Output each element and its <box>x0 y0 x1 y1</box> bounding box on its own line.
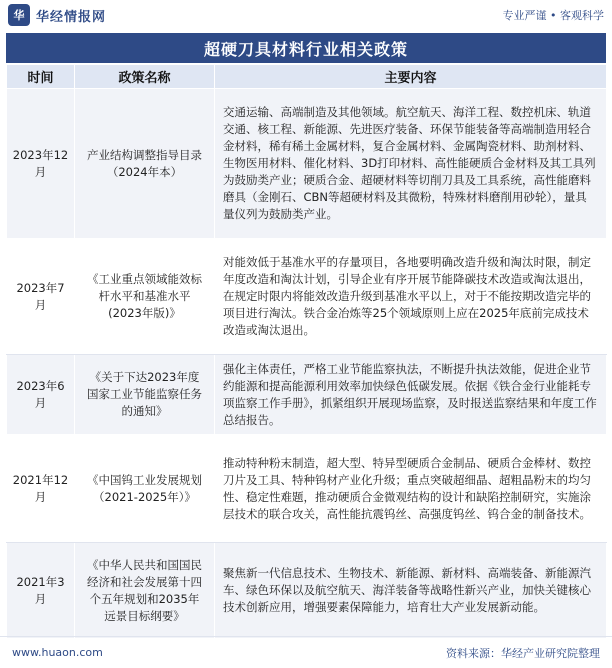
cell-policy-name: 产业结构调整指导目录（2024年本） <box>75 89 215 239</box>
cell-time: 2021年12月 <box>7 435 75 543</box>
footer <box>0 636 612 668</box>
table-row <box>7 89 607 239</box>
cell-main-content: 强化主体责任，严格工业节能监察执法，不断提升执法效能，促进企业节约能源和提高能源利用效率加快绿色低碳发展。依据《铁合金行业能耗专项监察工作手册》，抓紧组织开展现场监察，及时报送监察结果和年度工作总结报告。 <box>215 355 607 435</box>
cell-main-content: 推动特种粉末制造，超大型、特异型硬质合金制品、硬质合金棒材、数控刀片及工具、特种钨材产业化升级；重点突破超细晶、超粗晶粉末的均匀性、稳定性难题，推动硬质合金微观结构的设计和缺陷控制研究，实施涂层技术的联合攻关，高性能抗震钨丝、高强度钨丝、钨合金的制备技术。 <box>215 435 607 543</box>
cell-time: 2023年6月 <box>7 355 75 435</box>
cell-policy-name: 《中华人民共和国国民经济和社会发展第十四个五年规划和2035年远景目标纲要》 <box>75 543 215 639</box>
column-header-main-content: 主要内容 <box>215 65 607 89</box>
cell-time: 2021年3月 <box>7 543 75 639</box>
cell-policy-name: 《中国钨工业发展规划（2021-2025年）》 <box>75 435 215 543</box>
table-header-row <box>7 65 607 89</box>
column-header-time: 时间 <box>7 65 75 89</box>
cell-main-content: 交通运输、高端制造及其他领域。航空航天、海洋工程、数控机床、轨道交通、核工程、新能源、先进医疗装备、环保节能装备等高端制造用轻合金材料，稀有稀土金属材料，复合金属材料、金属陶瓷材料、助剂材料、生物医用材料、催化材料、3D打印材料、高性能硬质合金材料及其工具列为鼓励类产业；硬质合金、超硬材料等切削刀具及工具系统，高性能磨料磨具（金刚石、CBN等超硬材料及其微粉，特殊材料磨削用砂轮），量具量仪列为鼓励类产业。 <box>215 89 607 239</box>
cell-main-content: 聚焦新一代信息技术、生物技术、新能源、新材料、高端装备、新能源汽车、绿色环保以及航空航天、海洋装备等战略性新兴产业，加快关键核心技术创新应用，增强要素保障能力，培育壮大产业发展新动能。 <box>215 543 607 639</box>
top-bar <box>0 0 612 30</box>
slogan: 专业严谨 • 客观科学 <box>502 9 604 22</box>
cell-policy-name: 《工业重点领域能效标杆水平和基准水平(2023年版)》 <box>75 239 215 355</box>
table-row <box>7 543 607 639</box>
brand-name: 华经情报网 <box>36 9 107 25</box>
cell-time: 2023年7月 <box>7 239 75 355</box>
brand-logo-icon: 华 <box>8 4 30 26</box>
cell-main-content: 对能效低于基准水平的存量项目，各地要明确改造升级和淘汰时限，制定年度改造和淘汰计划，引导企业有序开展节能降碳技术改造或淘汰退出，在规定时限内将能效改造升级到基准水平以上，对于不能按期改造完毕的项目进行淘汰。铁合金冶炼等25个领域原则上应在2025年底前完成技术改造或淘汰退出。 <box>215 239 607 355</box>
page-title: 超硬刀具材料行业相关政策 <box>6 33 606 63</box>
source-note: 资料来源：华经产业研究院整理 <box>446 646 600 660</box>
table-row <box>7 239 607 355</box>
table-row <box>7 435 607 543</box>
column-header-policy-name: 政策名称 <box>75 65 215 89</box>
cell-policy-name: 《关于下达2023年度国家工业节能监察任务的通知》 <box>75 355 215 435</box>
cell-time: 2023年12月 <box>7 89 75 239</box>
website-link[interactable]: www.huaon.com <box>12 646 103 659</box>
policy-table <box>6 64 607 639</box>
table-row <box>7 355 607 435</box>
brand <box>8 4 106 26</box>
